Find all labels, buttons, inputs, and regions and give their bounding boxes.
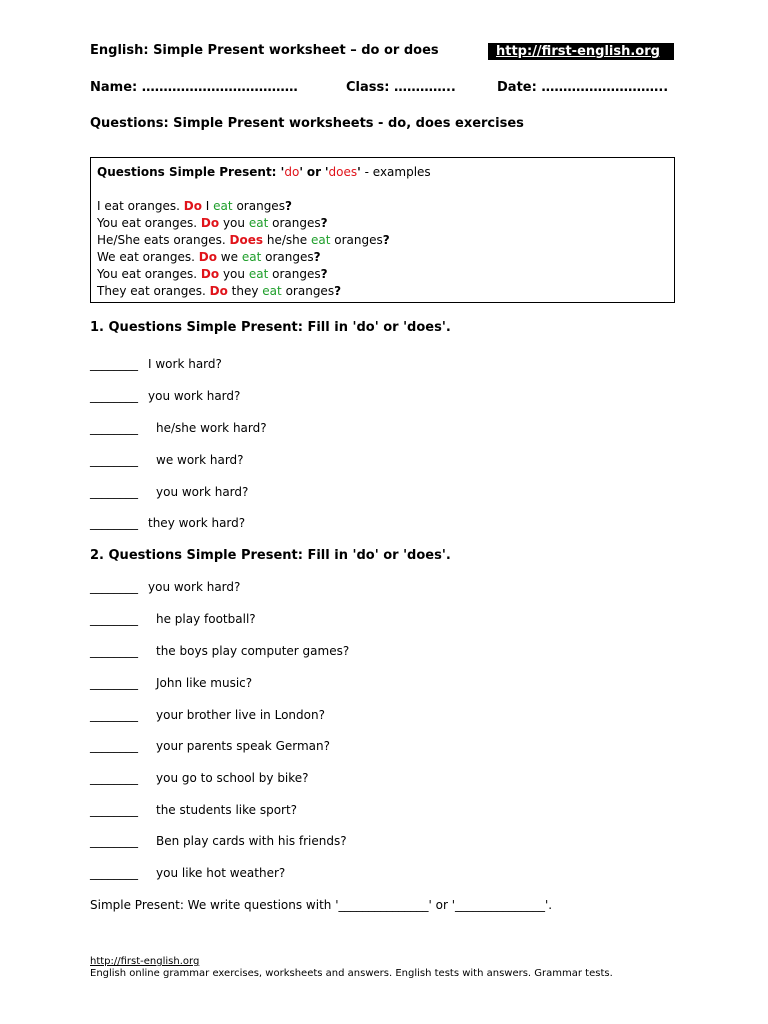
question-text: he/she work hard? — [156, 421, 267, 435]
example-verb: eat — [241, 250, 262, 264]
example-statement: You eat oranges. — [97, 267, 198, 281]
answer-blank[interactable]: ________ — [90, 485, 138, 499]
question-text: John like music? — [156, 676, 253, 690]
example-subject: we — [220, 250, 238, 264]
example-statement: We eat oranges. — [97, 250, 195, 264]
exercise1-item — [90, 389, 240, 403]
examples-heading-or: or — [306, 165, 321, 179]
example-object: oranges — [265, 250, 314, 264]
example-object: oranges — [236, 199, 285, 213]
example-verb: eat — [262, 284, 282, 298]
answer-blank[interactable]: ________ — [90, 803, 138, 817]
example-question-mark: ? — [320, 216, 328, 230]
answer-blank[interactable]: ________ — [90, 421, 138, 435]
exercise2-item — [90, 676, 252, 690]
question-text: your brother live in London? — [156, 708, 325, 722]
example-question-mark: ? — [320, 267, 328, 281]
examples-box — [90, 157, 675, 303]
example-statement: They eat oranges. — [97, 284, 206, 298]
exercise2-item — [90, 644, 349, 658]
example-object: oranges — [285, 284, 335, 298]
exercise2-item — [90, 739, 330, 753]
exercise1-item — [90, 357, 222, 371]
answer-blank[interactable]: ________ — [90, 516, 138, 530]
question-text: you work hard? — [148, 389, 241, 403]
worksheet-subtitle: Questions: Simple Present worksheets - do, does exercises — [90, 116, 524, 131]
answer-blank[interactable]: ________ — [90, 357, 138, 371]
question-text: we work hard? — [156, 453, 244, 467]
example-row — [97, 267, 328, 281]
example-verb: eat — [213, 199, 233, 213]
examples-heading-prefix: Questions Simple Present: — [97, 165, 281, 179]
example-subject: you — [222, 267, 245, 281]
example-row — [97, 199, 292, 213]
question-text: you work hard? — [148, 580, 241, 594]
example-row — [97, 216, 328, 230]
question-text: you go to school by bike? — [156, 771, 309, 785]
example-aux: Do — [198, 250, 217, 264]
question-text: your parents speak German? — [156, 739, 330, 753]
footer-text: English online grammar exercises, worksheets and answers. English tests with answers. Grammar tests. — [90, 968, 613, 979]
answer-blank[interactable]: ________ — [90, 739, 138, 753]
exercise2-item — [90, 580, 240, 594]
question-text: they work hard? — [148, 516, 246, 530]
answer-blank[interactable]: ________ — [90, 612, 138, 626]
exercise2-item — [90, 612, 256, 626]
example-aux: Do — [200, 216, 220, 230]
date-field: Date: ……………………….. — [497, 80, 669, 95]
example-row — [97, 250, 321, 264]
exercise1-heading: 1. Questions Simple Present: Fill in 'do' or 'does'. — [90, 320, 451, 335]
example-statement: He/She eats oranges. — [97, 233, 226, 247]
exercise1-item — [90, 485, 248, 499]
example-object: oranges — [272, 267, 321, 281]
question-text: you like hot weather? — [156, 866, 286, 880]
example-aux: Do — [183, 199, 202, 213]
example-verb: eat — [248, 216, 269, 230]
name-field: Name: ……………………………… — [90, 80, 298, 95]
example-row — [97, 233, 390, 247]
exercise2-item — [90, 708, 325, 722]
answer-blank[interactable]: ________ — [90, 771, 138, 785]
exercise2-item — [90, 771, 309, 785]
examples-heading-does: does — [328, 165, 358, 179]
example-verb: eat — [248, 267, 269, 281]
answer-blank[interactable]: ________ — [90, 676, 138, 690]
example-aux: Do — [200, 267, 220, 281]
question-text: Ben play cards with his friends? — [156, 834, 347, 848]
question-text: the students like sport? — [156, 803, 298, 817]
example-object: oranges — [272, 216, 321, 230]
example-aux: Do — [209, 284, 228, 298]
answer-blank[interactable]: ________ — [90, 580, 138, 594]
exercise1-item — [90, 453, 244, 467]
example-verb: eat — [310, 233, 331, 247]
example-question-mark: ? — [382, 233, 390, 247]
exercise2-item — [90, 834, 347, 848]
class-field: Class: ………….. — [346, 80, 456, 95]
example-question-mark: ? — [334, 284, 342, 298]
example-subject: you — [222, 216, 245, 230]
answer-blank[interactable]: ________ — [90, 866, 138, 880]
summary-sentence: Simple Present: We write questions with '_______________' or '_______________'. — [90, 898, 553, 912]
example-question-mark: ? — [313, 250, 321, 264]
example-aux: Does — [229, 233, 264, 247]
exercise1-item — [90, 421, 267, 435]
exercise2-item — [90, 866, 285, 880]
footer-link-text[interactable]: http://first-english.org — [90, 956, 200, 967]
answer-blank[interactable]: ________ — [90, 389, 138, 403]
question-text: he play football? — [156, 612, 256, 626]
question-text: you work hard? — [156, 485, 249, 499]
question-text: the boys play computer games? — [156, 644, 350, 658]
exercise2-heading: 2. Questions Simple Present: Fill in 'do' or 'does'. — [90, 548, 451, 563]
answer-blank[interactable]: ________ — [90, 708, 138, 722]
example-subject: I — [205, 199, 210, 213]
examples-heading-suffix: - examples — [364, 165, 431, 179]
answer-blank[interactable]: ________ — [90, 834, 138, 848]
example-subject: he/she — [266, 233, 308, 247]
example-statement: I eat oranges. — [97, 199, 180, 213]
examples-heading-do: do — [284, 165, 300, 179]
example-row — [97, 284, 341, 298]
examples-heading: Questions Simple Present: 'do' or 'does' - examples — [97, 165, 431, 179]
exercise1-item — [90, 516, 245, 530]
answer-blank[interactable]: ________ — [90, 644, 138, 658]
example-question-mark: ? — [284, 199, 292, 213]
example-subject: they — [231, 284, 259, 298]
example-object: oranges — [334, 233, 383, 247]
example-statement: You eat oranges. — [97, 216, 198, 230]
worksheet-title: English: Simple Present worksheet – do or does — [90, 43, 439, 58]
footer-link[interactable] — [90, 956, 199, 967]
answer-blank[interactable]: ________ — [90, 453, 138, 467]
header-link[interactable]: http://first-english.org — [488, 43, 674, 60]
exercise2-item — [90, 803, 297, 817]
question-text: I work hard? — [148, 357, 222, 371]
